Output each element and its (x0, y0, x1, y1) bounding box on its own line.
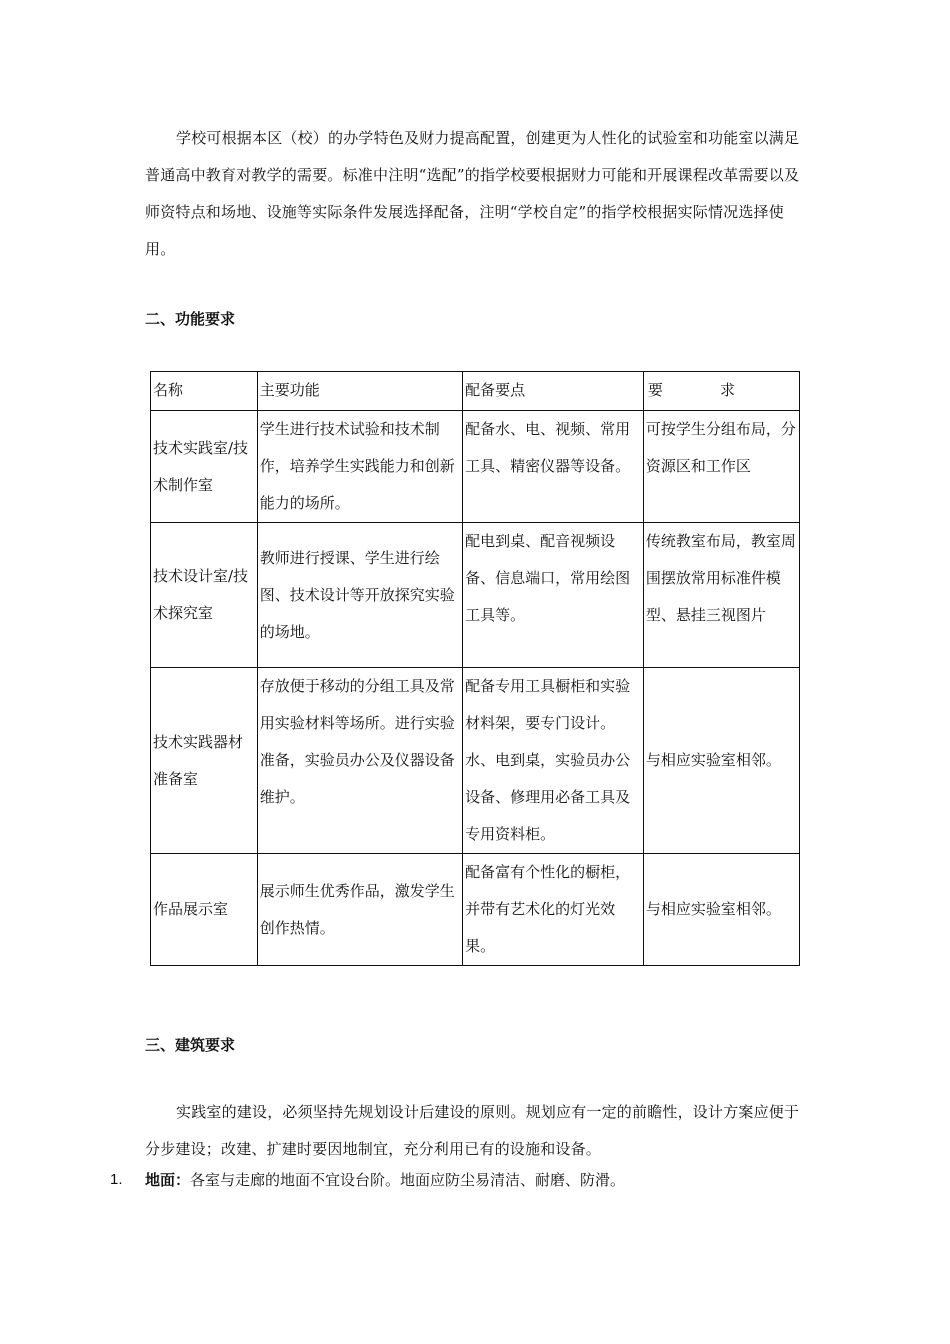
cell-requirement: 传统教室布局，教室周围摆放常用标准件模型、悬挂三视图片 (643, 523, 799, 668)
header-name: 名称 (151, 372, 258, 411)
table-header-row (151, 372, 800, 411)
table-row (151, 668, 800, 854)
header-requirement-part2: 求 (719, 381, 735, 399)
header-equipment: 配备要点 (463, 372, 644, 411)
header-function: 主要功能 (257, 372, 462, 411)
building-paragraph: 实践室的建设，必须坚持先规划设计后建设的原则。规划应有一定的前瞻性，设计方案应便于分步建设；改建、扩建时要因地制宜，充分利用已有的设施和设备。 (145, 1103, 800, 1158)
cell-requirement: 与相应实验室相邻。 (643, 668, 799, 854)
cell-name: 技术实践器材准备室 (151, 668, 258, 854)
list-item-label: 地面： (145, 1171, 191, 1189)
cell-equipment: 配备水、电、视频、常用工具、精密仪器等设备。 (463, 411, 644, 523)
cell-function: 教师进行授课、学生进行绘图、技术设计等开放探究实验的场地。 (257, 523, 462, 668)
section-heading-function: 二、功能要求 (145, 310, 236, 328)
cell-name: 技术设计室/技术探究室 (151, 523, 258, 668)
cell-requirement: 可按学生分组布局，分资源区和工作区 (643, 411, 799, 523)
function-requirements-table (150, 371, 800, 966)
cell-equipment: 配备富有个性化的橱柜，并带有艺术化的灯光效果。 (463, 854, 644, 966)
intro-paragraph: 学校可根据本区（校）的办学特色及财力提高配置，创建更为人性化的试验室和功能室以满足普通高中教育对教学的需要。标准中注明“选配”的指学校要根据财力可能和开展课程改革需要以及师资特点和场地、设施等实际条件发展选择配备，注明“学校自定”的指学校根据实际情况选择使用。 (145, 129, 800, 258)
table-row (151, 411, 800, 523)
cell-equipment: 配备专用工具橱柜和实验材料架，要专门设计。水、电到桌，实验员办公设备、修理用必备工具及专用资料柜。 (463, 668, 644, 854)
list-item-number: 1. (110, 1171, 123, 1188)
cell-name: 作品展示室 (151, 854, 258, 966)
cell-name: 技术实践室/技术制作室 (151, 411, 258, 523)
list-item-text: 各室与走廊的地面不宜设台阶。地面应防尘易清洁、耐磨、防滑。 (190, 1171, 626, 1189)
cell-requirement: 与相应实验室相邻。 (643, 854, 799, 966)
cell-function: 存放便于移动的分组工具及常用实验材料等场所。进行实验准备，实验员办公及仪器设备维护。 (257, 668, 462, 854)
section-heading-building: 三、建筑要求 (145, 1036, 236, 1054)
header-requirement-part1: 要 (647, 381, 663, 399)
cell-function: 学生进行技术试验和技术制作，培养学生实践能力和创新能力的场所。 (257, 411, 462, 523)
header-requirement (643, 372, 799, 411)
cell-equipment: 配电到桌、配音视频设备、信息端口，常用绘图工具等。 (463, 523, 644, 668)
cell-function: 展示师生优秀作品，激发学生创作热情。 (257, 854, 462, 966)
table-row (151, 523, 800, 668)
table-row (151, 854, 800, 966)
